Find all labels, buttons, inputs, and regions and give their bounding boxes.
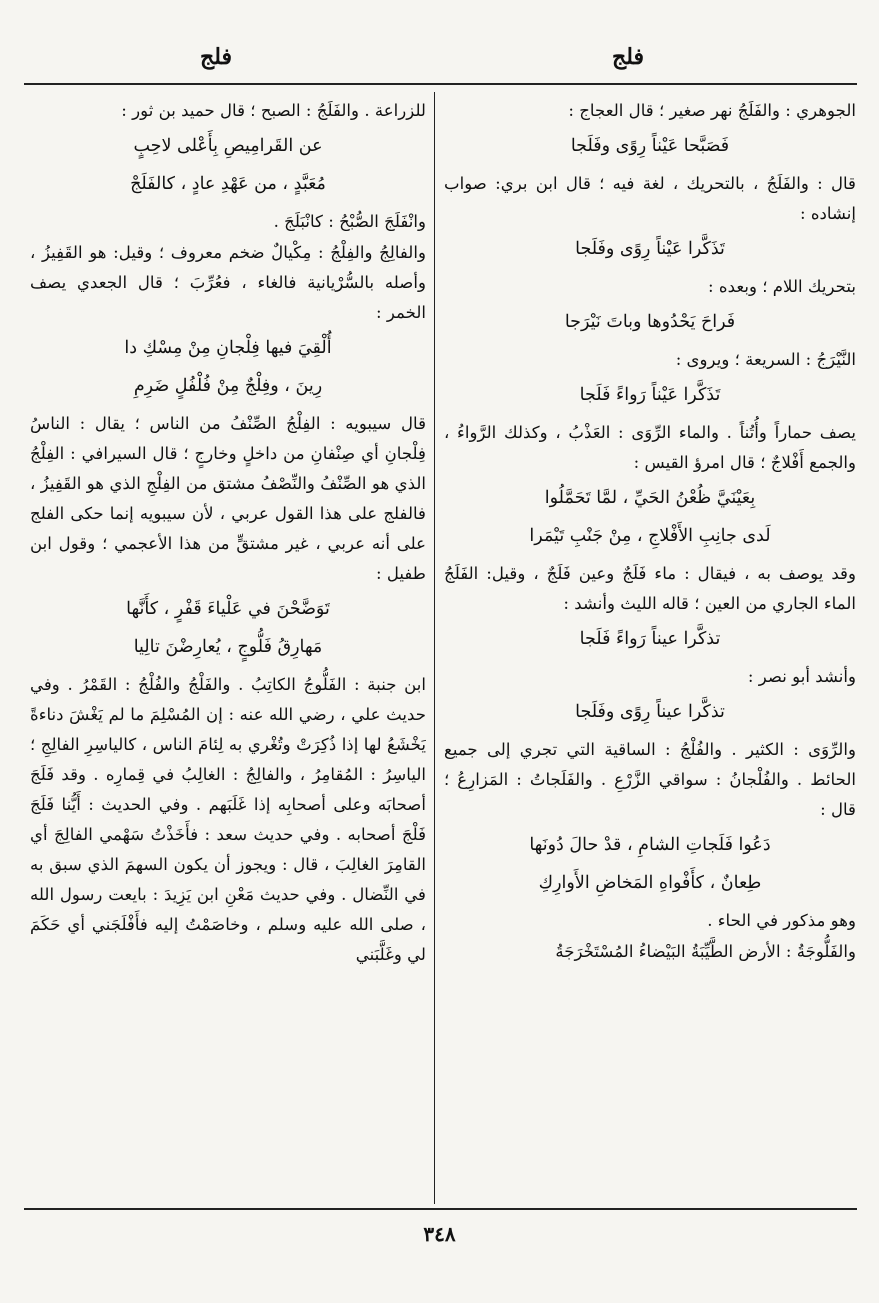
page-number: ٣٤٨: [423, 1222, 456, 1246]
verse-line: تذكَّرا عيناً رَواءً فَلَجا: [579, 629, 721, 649]
verse-line: تذكَّرا عيناً رِوًى وفَلَجا: [575, 702, 725, 722]
text-paragraph: قال سيبويه : الفِلْجُ الصِّنْفُ من الناس ؛ يقال : الناسُ فِلْجانِ أي صِنْفانِ من داخلٍ وخارجٍ ؛ قال السيرافي : الفِلْجُ الذي هو الصِّنْفُ والنِّصْفُ مشتق من الفِلْجِ الذي هو القَفِيزُ ، فالفلج على هذا القول عربي ، لأن سيبويه إنما حكى الفلج على أنه عربي ، غير مشتقٍّ من هذا الأعجمي ؛ وقول ابن طفيل :: [30, 414, 426, 583]
footer-rule: [24, 1208, 857, 1210]
text-paragraph: للزراعة . والفَلَجُ : الصبح ؛ قال حميد بن ثور :: [121, 101, 426, 120]
verse-line: مُعَبَّدٍ ، من عَهْدِ عادٍ ، كالفَلَجْ: [130, 174, 326, 194]
verse-line: مَهارِقُ فَلُّوجٍ ، يُعارِضْنَ تالِيا: [133, 637, 323, 657]
verse-line: طِعانٌ ، كأَفْواهِ المَخاضِ الأَوارِكِ: [538, 873, 762, 893]
verse-line: دَعُوا فَلَجاتِ الشامِ ، قدْ حالَ دُونَها: [529, 835, 771, 855]
verse-line: أُلْقِيَ فيها فِلْجانِ مِنْ مِسْكِ دا: [124, 338, 332, 358]
text-paragraph: قال : والفَلَجُ ، بالتحريك ، لغة فيه ؛ قال ابن بري: صواب إنشاده :: [444, 174, 856, 223]
verse-line: عن القَرامِيصِ بِأَعْلى لاحِبٍ: [133, 136, 323, 156]
text-paragraph: وانْفَلَجَ الصُّبْحُ : كانْبَلَجَ .: [273, 212, 426, 231]
text-paragraph: النَّيْرَجُ : السريعة ؛ ويروى :: [675, 350, 856, 369]
running-headword-left: فلج: [200, 44, 233, 70]
running-headword-right: فلج: [612, 44, 645, 70]
verse-line: لَدى جانِبِ الأَفْلاجِ ، مِنْ جَنْبِ تَيْمَرا: [529, 526, 771, 546]
text-paragraph: بتحريك اللام ؛ وبعده :: [708, 277, 856, 296]
verse-line: تَوَضَّحْنَ في عَلْياءَ قَفْرٍ ، كأَنَّها: [126, 599, 330, 619]
verse-line: بِعَيْنَيَّ ظُعْنُ الحَيِّ ، لمَّا تَحَمَّلُوا: [544, 488, 756, 508]
column-divider: [434, 92, 435, 1204]
text-paragraph: وأنشد أبو نصر :: [747, 667, 856, 686]
verse-line: تَذَكَّرا عَيْناً رَواءً فَلَجا: [579, 385, 721, 405]
verse-line: فَراحَ يَحْدُوها وباتَ نَيْرَجا: [564, 312, 736, 332]
text-paragraph: الجوهري : والفَلَجُ نهر صغير ؛ قال العجاج :: [568, 101, 856, 120]
text-paragraph: وهو مذكور في الحاء .: [707, 911, 856, 930]
text-paragraph: والفَلُّوجَةُ : الأرض الطَّيِّبَةُ البَيْضاءُ المُسْتَخْرَجَةُ: [555, 942, 856, 961]
left-column: [30, 96, 426, 1201]
text-paragraph: وقد يوصف به ، فيقال : ماء فَلَجٌ وعين فَلَجٌ ، وقيل: الفَلَجُ الماء الجاري من العين ؛ قاله الليث وأنشد :: [444, 564, 856, 613]
text-paragraph: ابن جنبة : الفَلُّوجُ الكاتِبُ . والفَلْجُ والفُلْجُ : القَمْرُ . وفي حديث علي ، رضي الله عنه : إن المُسْلِمَ ما لم يَغْشَ دناءةً يَخْشَعُ لها إذا ذُكِرَتْ وتُغْري به لِئامَ الناس ، كالياسِرِ الفالِجِ ؛ الياسِرُ : المُقامِرُ ، والفالِجُ : الغالِبُ في قِمارِه . وقد فَلَجَ أصحابَه وعلى أصحابِه إذا غَلَبَهم . وفي الحديث : أَيُّنا فَلَجَ فَلْجَ أصحابه . وفي حديث سعد : فأَخَذْتُ سَهْمي الفالِجَ أي القامِرَ الغالِبَ ، قال : ويجوز أن يكون السهمَ الذي سبق به في النِّضال . وفي حديث مَعْنِ ابن يَزِيدَ : بايعت رسول الله ، صلى الله عليه وسلم ، وخاصَمْتُ إليه فأَفْلَجَني أي حَكَمَ لي وغَلَّبَني: [30, 675, 426, 964]
text-paragraph: يصف حماراً وأُتُناً . والماء الرِّوَى : العَذْبُ ، وكذلك الرَّواءُ ، والجمع أَفْلاجٌ ؛ قال امرؤ القيس :: [444, 423, 856, 472]
text-paragraph: والفالِجُ والفِلْجُ : مِكْيالٌ ضخم معروف ؛ وقيل: هو القَفِيزُ ، وأصله بالسُّرْيانية فالغاء ، فعُرِّبَ ؛ قال الجعدي يصف الخمر :: [30, 243, 426, 322]
verse-line: فَصَبَّحا عَيْناً رِوًى وفَلَجا: [570, 136, 730, 156]
right-column: [444, 96, 856, 1201]
verse-line: رِينَ ، وفِلْجٌ مِنْ فُلْفُلٍ ضَرِمِ: [133, 376, 323, 396]
header-rule: [24, 83, 857, 85]
verse-line: تَذَكَّرا عَيْناً رِوًى وفَلَجا: [575, 239, 725, 259]
text-paragraph: والرِّوَى : الكثير . والفُلْجُ : الساقية التي تجري إلى جميع الحائط . والفُلْجانُ : سواقي الزَّرْعِ . والفَلَجاتُ : المَزارِعُ ؛ قال :: [444, 740, 856, 819]
